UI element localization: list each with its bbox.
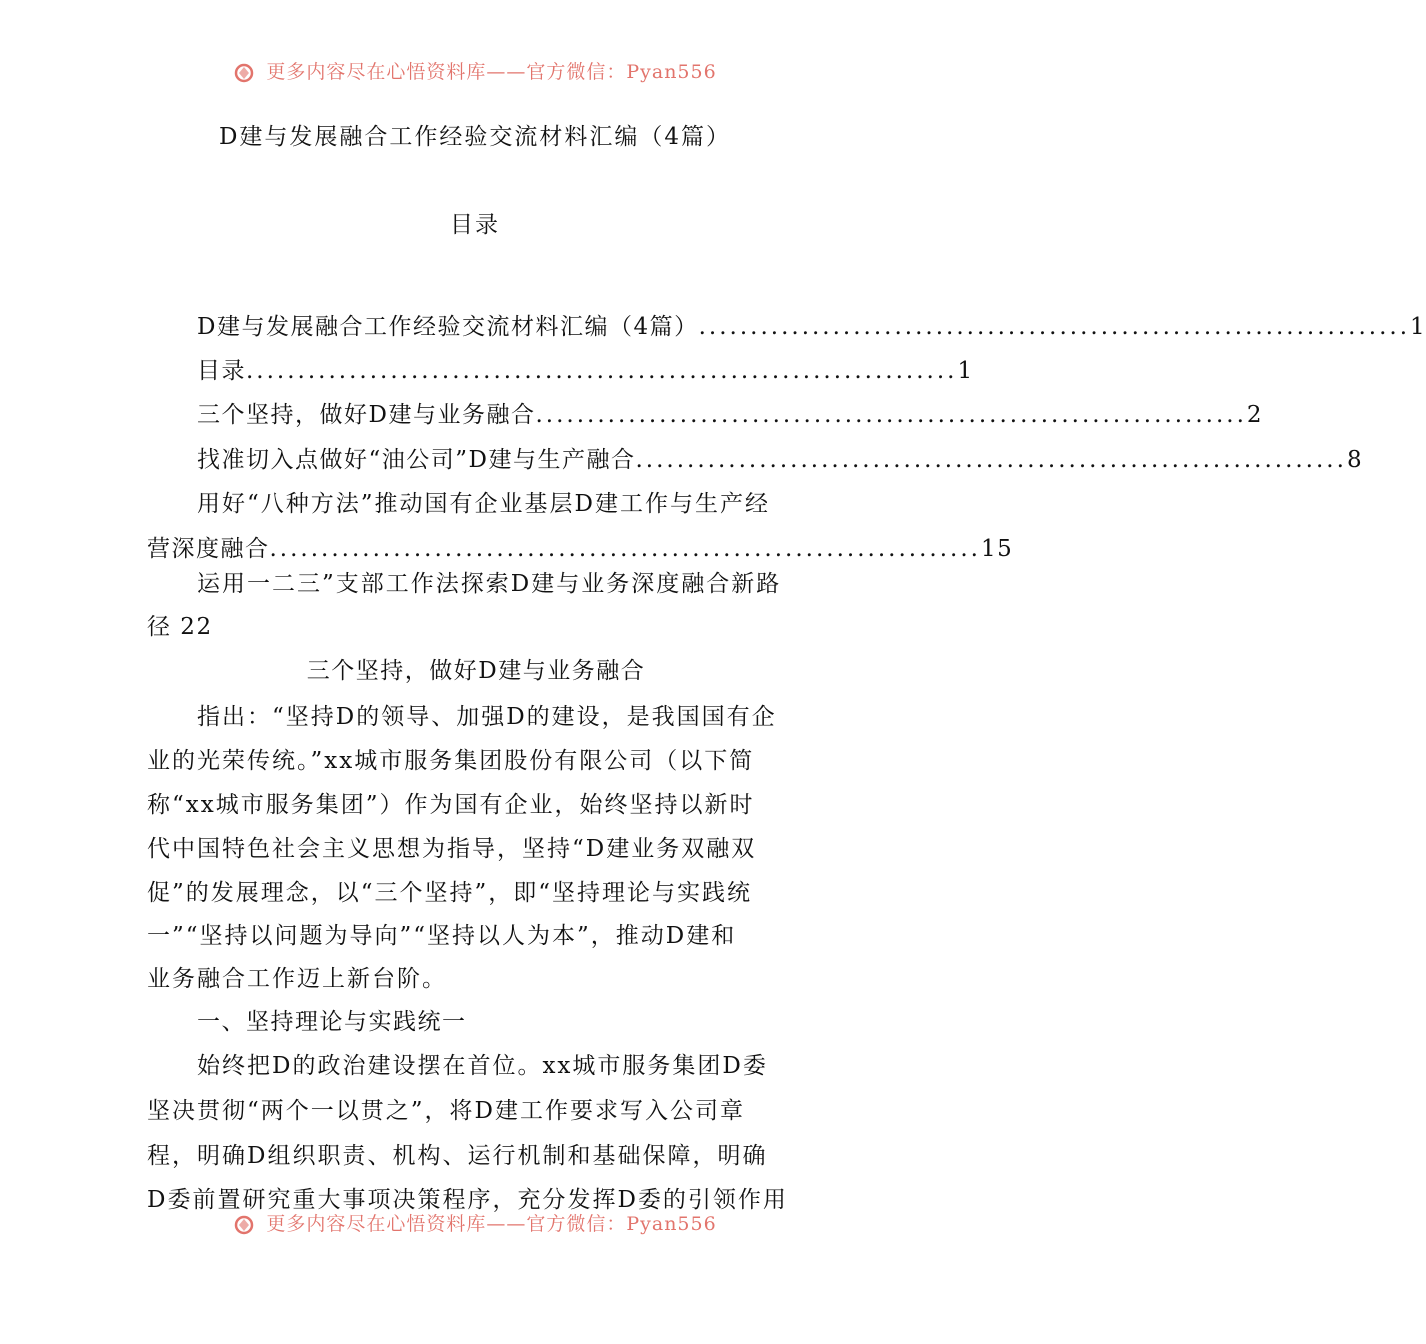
toc-entry[interactable] bbox=[147, 308, 1426, 341]
document-title: D建与发展融合工作经验交流材料汇编（4篇） bbox=[218, 124, 732, 150]
watermark-logo-icon bbox=[233, 63, 255, 83]
watermark-text: 更多内容尽在心悟资料库——官方微信：Pyan556 bbox=[266, 61, 717, 83]
toc-entry-page: 8 bbox=[1346, 447, 1364, 473]
paragraph-line: D委前置研究重大事项决策程序，充分发挥D委的引领作用 bbox=[147, 1187, 788, 1213]
watermark-bottom bbox=[0, 1209, 950, 1235]
paragraph-line: 指出：“坚持D的领导、加强D的建设，是我国国有企 bbox=[197, 704, 777, 730]
toc-leader: ..................................................................... bbox=[635, 447, 1347, 473]
paragraph-line: 称“xx城市服务集团”）作为国有企业，始终坚持以新时 bbox=[147, 792, 755, 818]
toc-entry-title: 营深度融合 bbox=[147, 536, 270, 562]
toc-entry[interactable] bbox=[147, 396, 1264, 429]
toc-entry-title: 目录 bbox=[197, 358, 246, 384]
paragraph-line: 代中国特色社会主义思想为指导，坚持“D建业务双融双 bbox=[147, 836, 757, 862]
paragraph-line: 程，明确D组织职责、机构、运行机制和基础保障，明确 bbox=[147, 1143, 768, 1169]
toc-entry-page: 2 bbox=[1246, 402, 1264, 428]
paragraph-line: 业务融合工作迈上新台阶。 bbox=[147, 966, 447, 992]
watermark-text: 更多内容尽在心悟资料库——官方微信：Pyan556 bbox=[266, 1213, 717, 1235]
toc-entry-line1[interactable]: 运用一二三”支部工作法探索D建与业务深度融合新路 bbox=[197, 571, 782, 597]
paragraph-line: 始终把D的政治建设摆在首位。xx城市服务集团D委 bbox=[197, 1053, 768, 1079]
toc-heading: 目录 bbox=[450, 212, 500, 238]
toc-entry[interactable] bbox=[147, 530, 1014, 563]
toc-entry-line1[interactable]: 用好“八种方法”推动国有企业基层D建工作与生产经 bbox=[197, 491, 770, 517]
toc-entry-title: 三个坚持，做好D建与业务融合 bbox=[197, 402, 536, 428]
paragraph-line: 促”的发展理念，以“三个坚持”，即“坚持理论与实践统 bbox=[147, 880, 753, 906]
watermark-logo-icon bbox=[233, 1215, 255, 1235]
toc-leader: ..................................................................... bbox=[246, 358, 958, 384]
toc-entry-page: 1 bbox=[957, 358, 974, 384]
toc-entry-page: 1 bbox=[1410, 314, 1426, 340]
toc-entry-line2[interactable]: 径 22 bbox=[147, 614, 213, 640]
toc-leader: ..................................................................... bbox=[535, 402, 1247, 428]
toc-leader: ..................................................................... bbox=[269, 536, 981, 562]
paragraph-line: 业的光荣传统。”xx城市服务集团股份有限公司（以下简 bbox=[147, 748, 755, 774]
toc-entry-page: 15 bbox=[980, 536, 1014, 562]
section-title: 三个坚持，做好D建与业务融合 bbox=[306, 658, 646, 684]
toc-entry-title: D建与发展融合工作经验交流材料汇编（4篇） bbox=[197, 314, 699, 340]
toc-entry[interactable] bbox=[147, 352, 974, 385]
subheading: 一、坚持理论与实践统一 bbox=[197, 1009, 467, 1035]
toc-entry[interactable] bbox=[147, 441, 1364, 474]
watermark-top bbox=[0, 57, 950, 83]
toc-entry-title: 找准切入点做好“油公司”D建与生产融合 bbox=[197, 447, 636, 473]
toc-leader: ..................................................................... bbox=[698, 314, 1411, 340]
paragraph-line: 坚决贯彻“两个一以贯之”，将D建工作要求写入公司章 bbox=[147, 1098, 745, 1124]
paragraph-line: 一”“坚持以问题为导向”“坚持以人为本”，推动D建和 bbox=[147, 923, 737, 949]
